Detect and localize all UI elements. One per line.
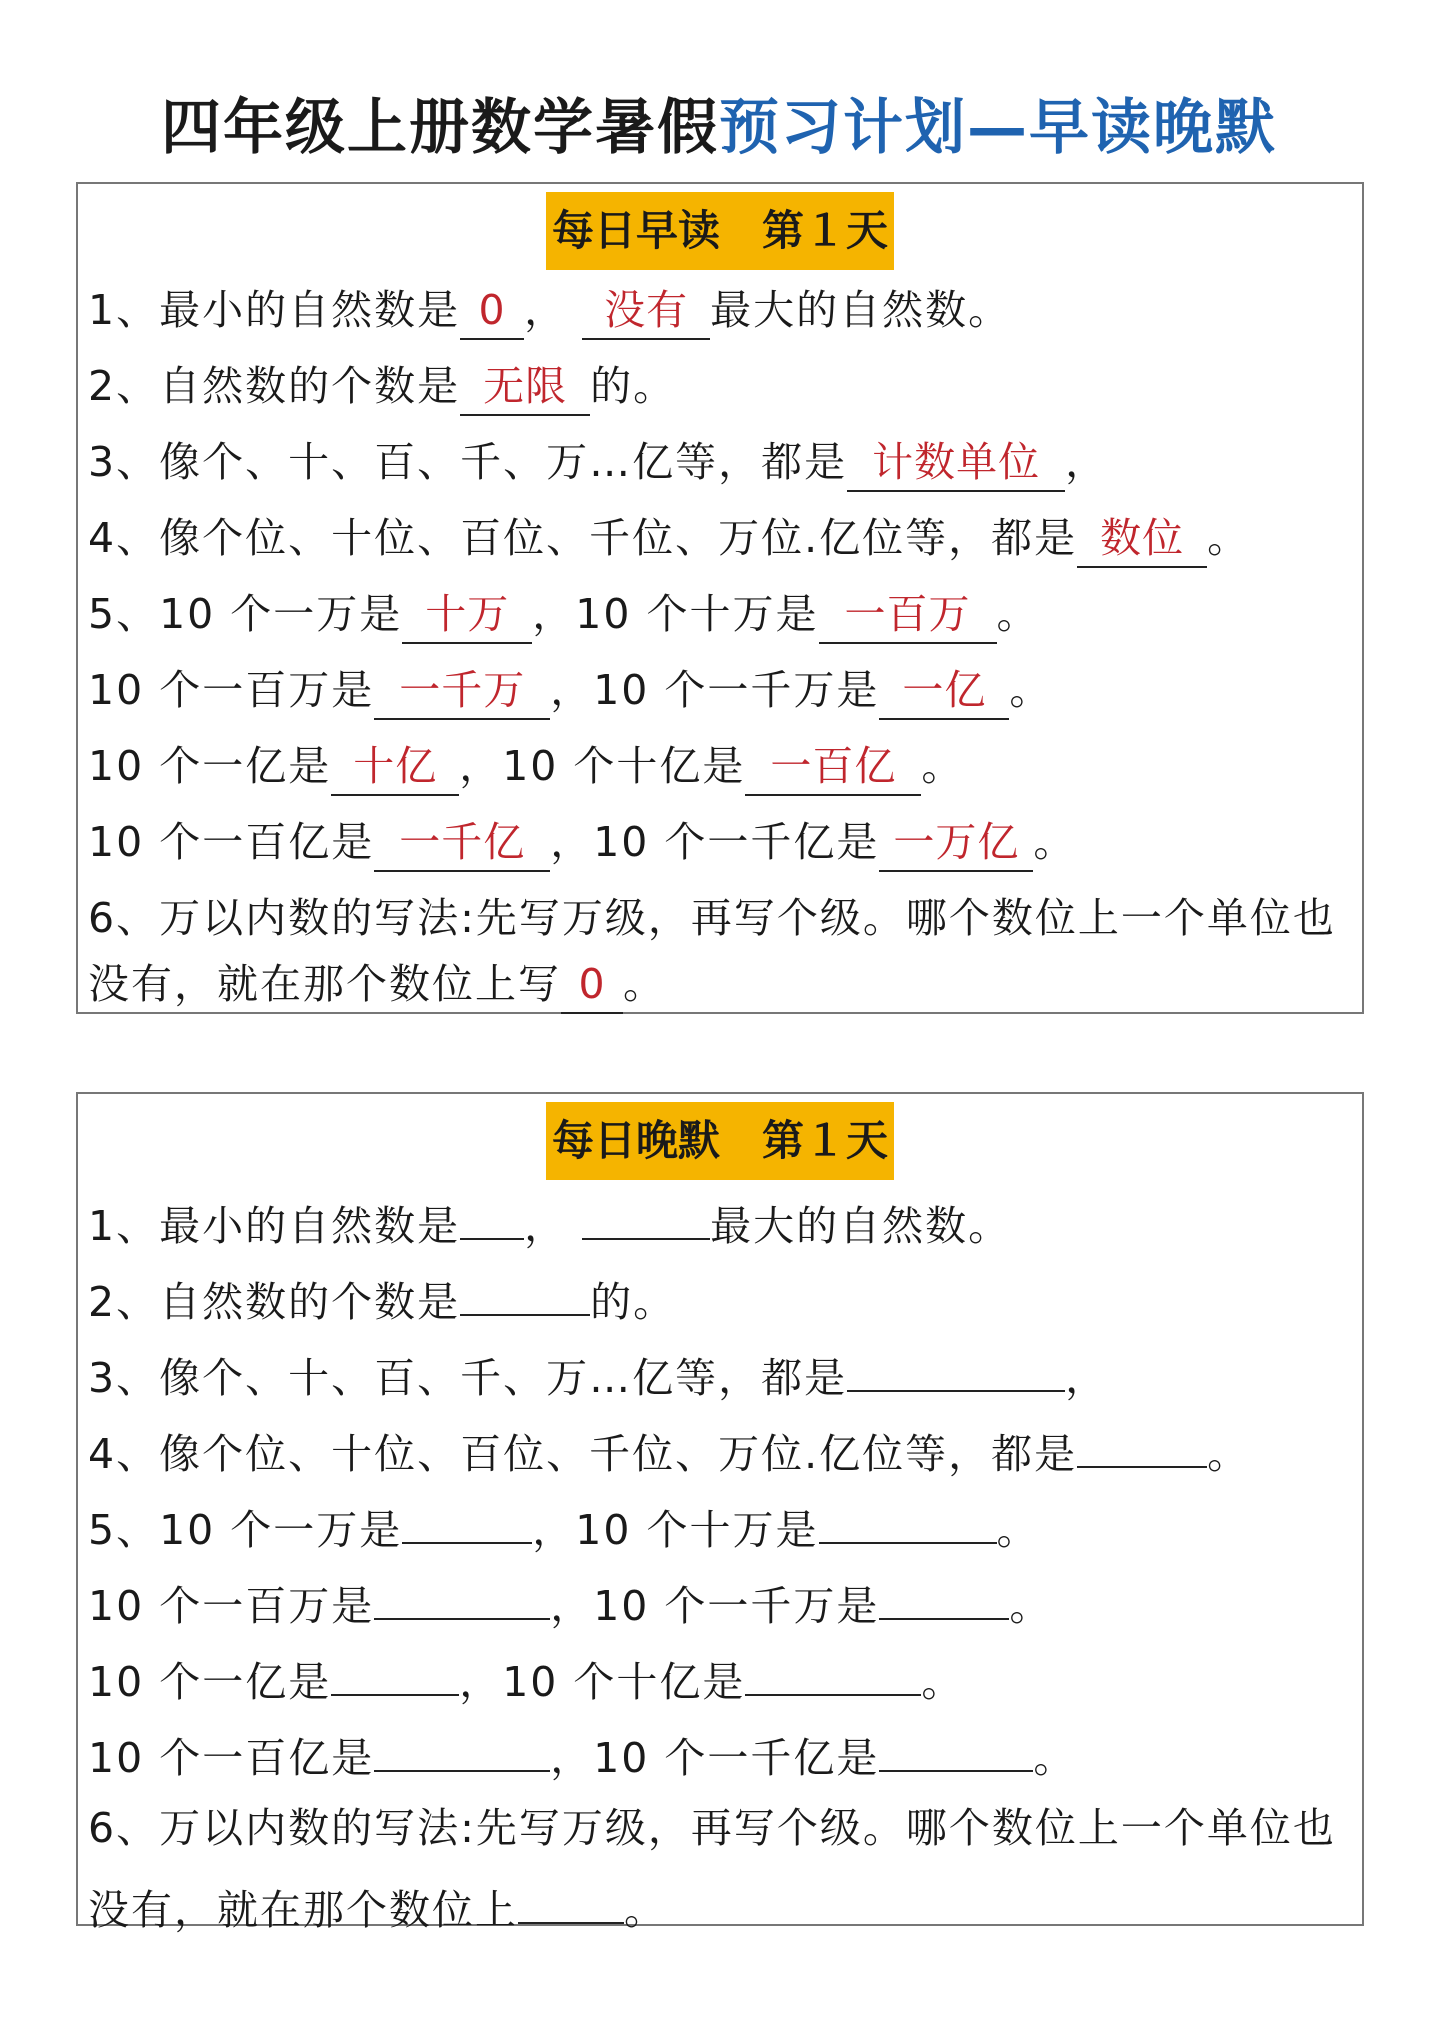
title-part-black: 四年级上册数学暑假 xyxy=(161,93,719,163)
line-text: 。 xyxy=(996,1506,1040,1554)
evening-line-9 xyxy=(88,1790,1336,1866)
line-text: ， xyxy=(524,1202,568,1250)
answer-blank: 一万亿 xyxy=(879,814,1033,872)
answer-blank: 无限 xyxy=(460,358,590,416)
line-text: 。 xyxy=(996,590,1040,638)
line-text: 。 xyxy=(1207,514,1251,562)
line-text: 。 xyxy=(1009,666,1053,714)
line-text: 4、像个位、十位、百位、千位、万位.亿位等，都是 xyxy=(88,1430,1078,1478)
line-text: 5、10 个一万是 xyxy=(88,1506,403,1554)
line-text: 。 xyxy=(1033,1734,1077,1782)
line-text: 1、最小的自然数是 xyxy=(88,286,461,334)
line-text: 2、自然数的个数是 xyxy=(88,1278,461,1326)
line-text: 最大的自然数。 xyxy=(710,286,1012,334)
evening-line-6 xyxy=(88,1562,1052,1638)
line-text: 5、10 个一万是 xyxy=(88,590,403,638)
answer-blank[interactable] xyxy=(819,1486,997,1544)
answer-blank: 0 xyxy=(460,282,524,340)
morning-reading-box xyxy=(76,182,1364,1014)
line-text: 。 xyxy=(921,742,965,790)
answer-blank: 一千万 xyxy=(374,662,550,720)
answer-blank: 一千亿 xyxy=(374,814,550,872)
evening-header: 每日晚默 第１天 xyxy=(546,1102,894,1180)
answer-blank: 没有 xyxy=(582,282,710,340)
line-text: 10 个一百亿是 xyxy=(88,1734,375,1782)
evening-line-3 xyxy=(88,1334,1108,1410)
answer-blank[interactable] xyxy=(847,1334,1065,1392)
morning-line-3 xyxy=(88,424,1108,500)
line-text: ，10 个一千亿是 xyxy=(550,1734,880,1782)
line-text: 。 xyxy=(623,960,666,1008)
line-text: 没有，就在那个数位上写 xyxy=(88,960,561,1008)
line-text: ，10 个十亿是 xyxy=(459,1658,746,1706)
answer-blank[interactable] xyxy=(374,1562,550,1620)
answer-blank[interactable] xyxy=(582,1182,710,1240)
line-text: 10 个一亿是 xyxy=(88,742,332,790)
morning-line-10 xyxy=(88,956,666,1012)
line-text: ，10 个十万是 xyxy=(532,590,819,638)
title-part-blue: 预习计划—早读晚默 xyxy=(719,93,1277,163)
line-text: 4、像个位、十位、百位、千位、万位.亿位等，都是 xyxy=(88,514,1078,562)
morning-line-4 xyxy=(88,500,1250,576)
line-text: 6、万以内数的写法:先写万级，再写个级。哪个数位上一个单位也 xyxy=(88,1804,1336,1852)
answer-blank[interactable] xyxy=(879,1714,1033,1772)
answer-blank[interactable] xyxy=(374,1714,550,1772)
line-text: 10 个一亿是 xyxy=(88,1658,332,1706)
line-text: ，10 个一千亿是 xyxy=(550,818,880,866)
line-text: 的。 xyxy=(590,362,677,410)
morning-header: 每日早读 第１天 xyxy=(546,192,894,270)
line-text: 。 xyxy=(921,1658,965,1706)
line-text: ，10 个一千万是 xyxy=(550,1582,880,1630)
morning-line-8 xyxy=(88,804,1076,880)
line-text: 没有，就在那个数位上 xyxy=(88,1886,518,1934)
answer-blank: 0 xyxy=(561,956,623,1014)
evening-line-1 xyxy=(88,1182,1011,1258)
answer-blank[interactable] xyxy=(745,1638,921,1696)
evening-line-4 xyxy=(88,1410,1250,1486)
answer-blank[interactable] xyxy=(1077,1410,1207,1468)
answer-blank: 十万 xyxy=(402,586,532,644)
line-text: ，10 个一千万是 xyxy=(550,666,880,714)
line-text: 。 xyxy=(1009,1582,1053,1630)
morning-line-5 xyxy=(88,576,1040,652)
morning-line-2 xyxy=(88,348,676,424)
line-text: ， xyxy=(1065,1354,1109,1402)
answer-blank[interactable] xyxy=(518,1866,624,1924)
line-text: 1、最小的自然数是 xyxy=(88,1202,461,1250)
answer-blank[interactable] xyxy=(460,1258,590,1316)
morning-line-7 xyxy=(88,728,964,804)
line-text: 6、万以内数的写法:先写万级，再写个级。哪个数位上一个单位也 xyxy=(88,894,1336,942)
line-text: ， xyxy=(524,286,568,334)
evening-line-7 xyxy=(88,1638,964,1714)
answer-blank[interactable] xyxy=(402,1486,532,1544)
answer-blank: 一百亿 xyxy=(745,738,921,796)
line-text: 最大的自然数。 xyxy=(710,1202,1012,1250)
line-text: ， xyxy=(1065,438,1109,486)
line-text: 。 xyxy=(624,1886,667,1934)
answer-blank: 计数单位 xyxy=(847,434,1065,492)
morning-line-6 xyxy=(88,652,1052,728)
line-text: 3、像个、十、百、千、万…亿等，都是 xyxy=(88,438,848,486)
line-text: 10 个一百万是 xyxy=(88,666,375,714)
evening-line-10 xyxy=(88,1866,667,1934)
line-text: 。 xyxy=(1033,818,1077,866)
morning-line-1 xyxy=(88,272,1011,348)
answer-blank: 数位 xyxy=(1077,510,1207,568)
answer-blank[interactable] xyxy=(331,1638,459,1696)
answer-blank[interactable] xyxy=(879,1562,1009,1620)
evening-dictation-box xyxy=(76,1092,1364,1934)
morning-line-9 xyxy=(88,880,1336,956)
page-title xyxy=(0,88,1438,168)
evening-line-2 xyxy=(88,1258,676,1334)
answer-blank[interactable] xyxy=(460,1182,524,1240)
line-text: 2、自然数的个数是 xyxy=(88,362,461,410)
line-text: 3、像个、十、百、千、万…亿等，都是 xyxy=(88,1354,848,1402)
evening-line-8 xyxy=(88,1714,1076,1790)
line-text: 10 个一百万是 xyxy=(88,1582,375,1630)
answer-blank: 十亿 xyxy=(331,738,459,796)
evening-line-5 xyxy=(88,1486,1040,1562)
line-text: 10 个一百亿是 xyxy=(88,818,375,866)
line-text: ，10 个十万是 xyxy=(532,1506,819,1554)
line-text: 的。 xyxy=(590,1278,677,1326)
answer-blank: 一亿 xyxy=(879,662,1009,720)
line-text: 。 xyxy=(1207,1430,1251,1478)
line-text: ，10 个十亿是 xyxy=(459,742,746,790)
answer-blank: 一百万 xyxy=(819,586,997,644)
